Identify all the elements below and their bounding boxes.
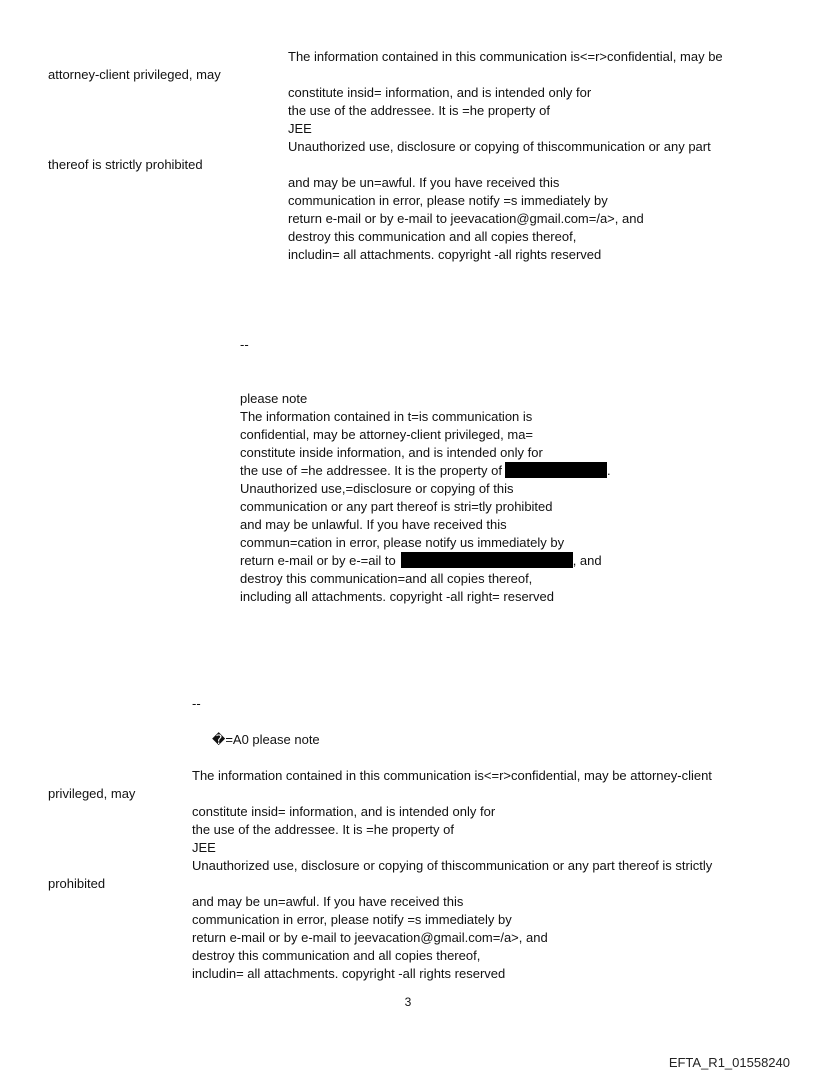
document-id: EFTA_R1_01558240 bbox=[668, 1055, 790, 1070]
text-line: includin= all attachments. copyright -all rights reserved bbox=[288, 247, 602, 262]
text-line: destroy this communication and all copies thereof, bbox=[288, 229, 577, 244]
text-line: Unauthorized use, disclosure or copying of thiscommunication or any part thereof is strictly bbox=[192, 858, 713, 873]
text-line: privileged, may bbox=[48, 786, 136, 801]
text-line: The information contained in this communication is<=r>confidential, may be attorney-client bbox=[192, 768, 712, 783]
text-line: includin= all attachments. copyright -all rights reserved bbox=[192, 966, 506, 981]
text-line: JEE bbox=[192, 840, 216, 855]
text-line: communication in error, please notify =s immediately by bbox=[288, 193, 608, 208]
text-line: return e-mail or by e-mail to jeevacation@gmail.com=/a>, and bbox=[288, 211, 644, 226]
text-line: attorney-client privileged, may bbox=[48, 67, 221, 82]
text-line: prohibited bbox=[48, 876, 106, 891]
text-line: destroy this communication and all copies thereof, bbox=[192, 948, 481, 963]
text-line: constitute inside information, and is intended only for bbox=[240, 445, 543, 460]
text-line: the use of the addressee. It is =he property of bbox=[288, 103, 550, 118]
text-fragment: the use of =he addressee. It is the property of bbox=[240, 463, 502, 478]
text-fragment: , and bbox=[572, 553, 602, 568]
text-line: constitute insid= information, and is intended only for bbox=[192, 804, 496, 819]
text-fragment: return e-mail or by e-=ail to bbox=[240, 553, 396, 568]
text-fragment: . bbox=[606, 463, 611, 478]
text-line: and may be un=awful. If you have received this bbox=[192, 894, 464, 909]
text-line: and may be unlawful. If you have received this bbox=[240, 517, 507, 532]
text-line: Unauthorized use, disclosure or copying of thiscommunication or any part bbox=[288, 139, 711, 154]
redaction-box bbox=[401, 552, 573, 568]
text-line bbox=[240, 552, 602, 570]
text-line: confidential, may be attorney-client privileged, ma= bbox=[240, 427, 534, 442]
text-line: constitute insid= information, and is intended only for bbox=[288, 85, 592, 100]
text-line: the use of the addressee. It is =he property of bbox=[192, 822, 454, 837]
text-line: The information contained in t=is communication is bbox=[240, 409, 533, 424]
separator: -- bbox=[240, 337, 249, 352]
page-number: 3 bbox=[404, 995, 412, 1009]
text-line: The information contained in this communication is<=r>confidential, may be bbox=[288, 49, 723, 64]
text-line: including all attachments. copyright -all right= reserved bbox=[240, 589, 554, 604]
text-line: communication in error, please notify =s immediately by bbox=[192, 912, 512, 927]
text-line: please note bbox=[240, 391, 308, 406]
text-line: �=A0 please note bbox=[212, 732, 320, 747]
text-line: Unauthorized use,=disclosure or copying of this bbox=[240, 481, 514, 496]
text-line: destroy this communication=and all copies thereof, bbox=[240, 571, 533, 586]
text-line: thereof is strictly prohibited bbox=[48, 157, 203, 172]
text-line: commun=cation in error, please notify us immediately by bbox=[240, 535, 565, 550]
redaction-box bbox=[505, 462, 607, 478]
text-line: JEE bbox=[288, 121, 312, 136]
text-line: and may be un=awful. If you have received this bbox=[288, 175, 560, 190]
text-line: return e-mail or by e-mail to jeevacation@gmail.com=/a>, and bbox=[192, 930, 548, 945]
text-line bbox=[240, 462, 611, 480]
separator: -- bbox=[192, 696, 201, 711]
text-line: communication or any part thereof is stri=tly prohibited bbox=[240, 499, 553, 514]
